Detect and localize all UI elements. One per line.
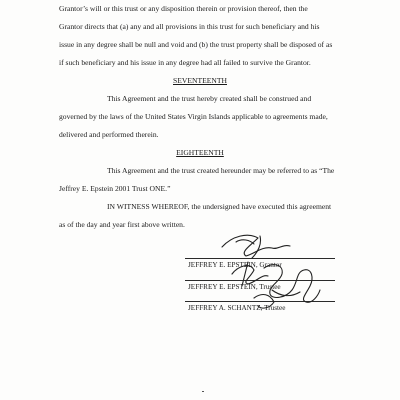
signature-stroke bbox=[254, 295, 274, 309]
paragraph-line: Grantor directs that (a) any and all provisions in this trust for such beneficiary and his bbox=[59, 22, 320, 31]
section-line: Jeffrey E. Epstein 2001 Trust ONE.” bbox=[59, 184, 171, 193]
signature-stroke bbox=[232, 266, 268, 284]
paragraph-line: Grantor’s will or this trust or any disposition therein or provision thereof, then the bbox=[59, 4, 308, 13]
section-line: governed by the laws of the United States Virgin Islands applicable to agreements made, bbox=[59, 112, 328, 121]
witness-line: IN WITNESS WHEREOF, the undersigned have executed this agreement bbox=[107, 202, 332, 211]
section-line: This Agreement and the trust created hereunder may be referred to as “The bbox=[107, 166, 335, 175]
section-heading-seventeenth: SEVENTEENTH bbox=[173, 76, 227, 85]
signature-stroke bbox=[264, 265, 320, 303]
paragraph-line: issue in any degree shall be null and void and (b) the trust property shall be disposed of as bbox=[59, 40, 333, 49]
signature-label-grantor: JEFFREY E. EPSTEIN, Grantor bbox=[188, 261, 282, 269]
signature-stroke bbox=[236, 240, 254, 244]
signature-label-trustee-1: JEFFREY E. EPSTEIN, Trustee bbox=[188, 283, 281, 291]
scan-speck bbox=[202, 391, 204, 392]
signature-label-trustee-2: JEFFREY A. SCHANTZ, Trustee bbox=[188, 304, 286, 312]
section-line: This Agreement and the trust hereby created shall be construed and bbox=[107, 94, 312, 103]
paragraph-line: if such beneficiary and his issue in any degree had all failed to survive the Grantor. bbox=[59, 58, 311, 67]
section-line: delivered and performed therein. bbox=[59, 130, 159, 139]
witness-line: as of the day and year first above written. bbox=[59, 220, 185, 229]
section-heading-eighteenth: EIGHTEENTH bbox=[176, 148, 224, 157]
